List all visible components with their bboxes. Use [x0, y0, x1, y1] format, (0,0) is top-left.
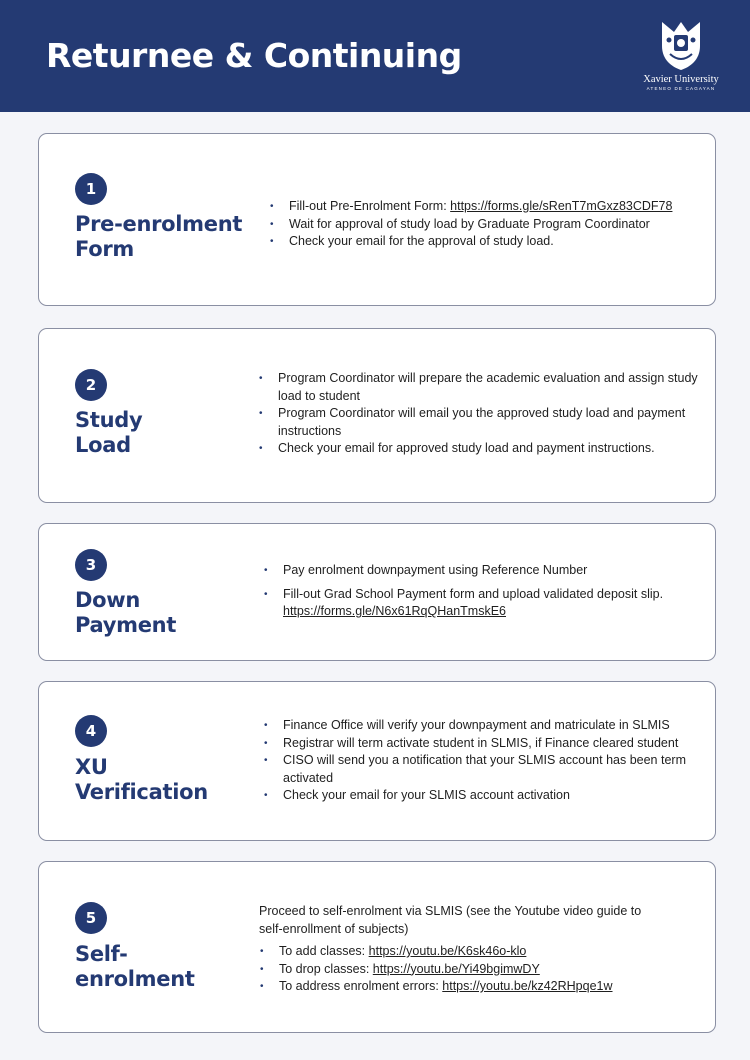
shield-crest-icon — [660, 20, 702, 72]
drop-classes-link[interactable]: https://youtu.be/Yi49bgimwDY — [372, 961, 540, 976]
self-enrolment-intro: Proceed to self-enrolment via SLMIS (see the Youtube video guide to self-enrollment of subjects) — [259, 904, 642, 936]
step-card-4 — [38, 681, 716, 841]
step-number-badge: 3 — [75, 549, 107, 581]
list-item: • Wait for approval of study load by Graduate Program Coordinator — [269, 216, 709, 234]
list-item: • Registrar will term activate student in SLMIS, if Finance cleared student — [263, 735, 703, 753]
step-content — [258, 370, 703, 458]
step-content — [269, 198, 709, 251]
step-title: Down Payment — [75, 588, 177, 637]
step-title: XU Verification — [75, 755, 208, 804]
list-item: • To address enrolment errors: https://youtu.be/kz42RHpqe1w — [259, 978, 659, 996]
list-item: • Check your email for your SLMIS account activation — [263, 787, 703, 805]
list-item: • Check your email for approved study load and payment instructions. — [258, 440, 703, 458]
step-number-badge: 2 — [75, 369, 107, 401]
list-item: • Program Coordinator will email you the approved study load and payment instructions — [258, 405, 703, 440]
step-number-badge: 1 — [75, 173, 107, 205]
list-item: • To add classes: https://youtu.be/K6sk46o-klo — [259, 943, 659, 961]
list-item: • Fill-out Pre-Enrolment Form: https://forms.gle/sRenT7mGxz83CDF78 — [269, 198, 709, 216]
list-item: • Program Coordinator will prepare the academic evaluation and assign study load to student — [258, 370, 703, 405]
step-number-badge: 5 — [75, 902, 107, 934]
step-card-2 — [38, 328, 716, 503]
step-title: Pre-enrolment Form — [75, 212, 243, 261]
step-title: Study Load — [75, 408, 143, 457]
list-item: • Fill-out Grad School Payment form and upload validated deposit slip. https://forms.gle/N6x61RqQHanTmskE6 — [263, 586, 703, 621]
logo-wordmark: Xavier University — [643, 74, 719, 85]
enrolment-errors-link[interactable]: https://youtu.be/kz42RHpqe1w — [442, 979, 613, 993]
list-item: • Pay enrolment downpayment using Reference Number — [263, 562, 703, 580]
step-card-1 — [38, 133, 716, 306]
add-classes-link[interactable]: https://youtu.be/K6sk46o-klo — [368, 944, 527, 958]
step-content — [263, 717, 703, 805]
step-title: Self- enrolment — [75, 942, 195, 991]
step-card-3 — [38, 523, 716, 661]
list-item: • CISO will send you a notification that your SLMIS account has been term activated — [263, 752, 703, 787]
step-content — [263, 562, 703, 621]
step-number-badge: 4 — [75, 715, 107, 747]
step-content — [259, 903, 659, 996]
list-item: • Check your email for the approval of study load. — [269, 233, 709, 251]
step-card-5 — [38, 861, 716, 1033]
header-banner — [0, 0, 750, 112]
logo-subtitle: ATENEO DE CAGAYAN — [646, 86, 716, 91]
payment-form-link[interactable]: https://forms.gle/N6x61RqQHanTmskE6 — [283, 604, 506, 618]
list-item: • To drop classes: https://youtu.be/Yi49bgimwDY — [259, 961, 659, 979]
list-item: • Finance Office will verify your downpayment and matriculate in SLMIS — [263, 717, 703, 735]
page-title: Returnee & Continuing — [46, 36, 462, 75]
university-logo — [640, 20, 722, 92]
pre-enrolment-form-link[interactable]: https://forms.gle/sRenT7mGxz83CDF78 — [450, 199, 673, 213]
